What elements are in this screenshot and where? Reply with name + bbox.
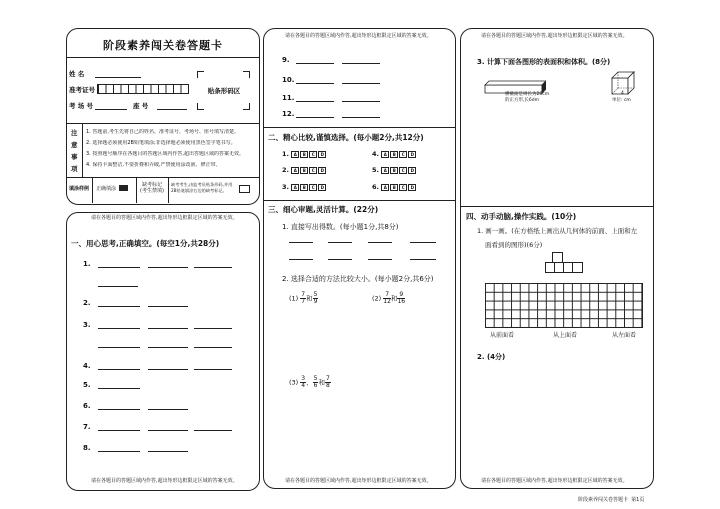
mc-q3-option-d[interactable]: D xyxy=(318,184,326,191)
drawing-grid[interactable] xyxy=(485,283,643,328)
mc-q6 xyxy=(372,183,417,191)
p1-q12-number: 12. xyxy=(282,110,295,118)
compare-expr-2-b-num: 9 xyxy=(399,291,404,298)
mc-q2-option-d[interactable]: D xyxy=(318,167,326,174)
p3-q1-blank-3[interactable] xyxy=(368,242,392,243)
mc-q1 xyxy=(282,150,327,158)
view-top-label: 从上面看 xyxy=(553,332,578,339)
p1-q3-blank-e[interactable] xyxy=(148,347,188,348)
compare-expr-1-label: (1) xyxy=(289,294,299,303)
page-footer: 阶段素养闯关卷答题卡 第1页 xyxy=(578,497,645,503)
mc-q1-number: 1. xyxy=(282,150,289,158)
title-underline xyxy=(66,57,260,58)
mc-q4-number: 4. xyxy=(372,150,379,158)
p1-q3-blank-c[interactable] xyxy=(194,328,232,329)
p1-q1-number: 1. xyxy=(83,260,91,268)
p3-q1-blank-2[interactable] xyxy=(328,242,352,243)
p1-q3-number: 3. xyxy=(83,321,91,329)
notes-label-3: 事 xyxy=(71,153,78,161)
mc-q6-number: 6. xyxy=(372,183,379,191)
sample-divider xyxy=(66,177,260,178)
p3-q1-blank-8[interactable] xyxy=(410,259,436,260)
compare-expr-2-b-den: 16 xyxy=(397,298,406,305)
part3-q1: 1. 直接写出得数。(每小题1分,共8分) xyxy=(282,223,399,231)
sample-col-1 xyxy=(92,177,93,203)
part4-divider xyxy=(460,206,654,207)
mc-q5-option-b[interactable]: B xyxy=(390,167,398,174)
header-panel xyxy=(66,28,260,205)
page-title: 阶段素养闯关卷答题卡 xyxy=(103,39,223,52)
compare-expr-3-a-den: 4 xyxy=(301,382,306,389)
part1-panel xyxy=(66,212,260,491)
mc-q2-option-a[interactable]: A xyxy=(291,167,299,174)
p1-q7-blank-c[interactable] xyxy=(194,430,232,431)
compare-expr-3-op: 和 xyxy=(318,378,325,387)
part3-q3-heading: 3. 计算下面各图形的表面积和体积。(8分) xyxy=(477,58,611,66)
p1-q3-blank-a[interactable] xyxy=(98,328,140,329)
p1-q3-blank-f[interactable] xyxy=(194,347,232,348)
p1-q9-blank-a[interactable] xyxy=(296,63,334,64)
barcode-label: 贴条形码区 xyxy=(207,87,241,95)
exam-no-label: 准考证号 xyxy=(69,86,95,94)
p1-q10-blank-a[interactable] xyxy=(296,83,334,84)
view-left-label: 从左面看 xyxy=(612,332,637,339)
right-top-warning: 请在各题目的答题区域内作答,超出矩形边框限定区域的答案无效。 xyxy=(481,33,628,39)
middle-top-warning: 请在各题目的答题区域内作答,超出矩形边框限定区域的答案无效。 xyxy=(285,33,432,39)
compare-expr-1-b-num: 5 xyxy=(313,291,318,298)
p1-q1-blank-d[interactable] xyxy=(98,286,138,287)
p3-q1-blank-6[interactable] xyxy=(328,259,352,260)
compare-expr-1-op: 和 xyxy=(306,294,313,303)
mc-q4-option-c[interactable]: C xyxy=(399,151,407,158)
p1-q1-blank-c[interactable] xyxy=(194,267,232,268)
compare-expr-1-b-den: 9 xyxy=(313,298,318,305)
name-field[interactable] xyxy=(95,77,141,78)
mc-q1-option-a[interactable]: A xyxy=(291,151,299,158)
compare-expr-2 xyxy=(372,292,405,305)
prism-top-face xyxy=(485,81,546,85)
mc-q3-option-a[interactable]: A xyxy=(291,184,299,191)
absent-desc: 缺考考生,由监考员贴条形码,并用2B铅笔填涂右边的缺考标记。 xyxy=(171,182,233,193)
p1-q6-blank-a[interactable] xyxy=(98,409,140,410)
p1-q5-blank-a[interactable] xyxy=(98,388,140,389)
room-field[interactable] xyxy=(95,109,127,110)
mc-q5-option-d[interactable]: D xyxy=(408,167,416,174)
seat-label: 座 号 xyxy=(133,102,149,110)
compare-expr-1 xyxy=(289,292,318,305)
mc-q6-option-a[interactable]: A xyxy=(381,184,389,191)
p1-q4-blank-c[interactable] xyxy=(194,369,232,370)
p1-q4-blank-a[interactable] xyxy=(98,369,140,370)
cube-edge-label: 4 xyxy=(621,91,624,96)
part1-heading: 一、用心思考,正确填空。(每空1分,共28分) xyxy=(71,239,220,248)
compare-expr-2-a-den: 12 xyxy=(383,298,391,305)
p1-q3-blank-b[interactable] xyxy=(148,328,188,329)
part1-bottom-warning: 请在各题目的答题区域内作答,超出矩形边框限定区域的答案无效。 xyxy=(91,478,238,484)
p1-q12-blank-a[interactable] xyxy=(296,117,334,118)
compare-expr-3-c-den: 8 xyxy=(325,382,330,389)
compare-expr-3-b-den: 6 xyxy=(313,382,318,389)
p1-q6-blank-b[interactable] xyxy=(148,409,188,410)
p3-q1-blank-7[interactable] xyxy=(368,259,392,260)
mc-q5 xyxy=(372,166,417,174)
compare-expr-3-c-num: 7 xyxy=(325,375,330,382)
part3-divider xyxy=(263,200,456,201)
absent-label: 缺考标记 (考生禁填) xyxy=(140,182,164,194)
notes-label-2: 意 xyxy=(71,141,78,149)
mc-q1-option-d[interactable]: D xyxy=(318,151,326,158)
mc-q3-option-b[interactable]: B xyxy=(300,184,308,191)
mc-q2-option-c[interactable]: C xyxy=(309,167,317,174)
correct-fill-mark xyxy=(119,185,128,191)
part4-q1-line1: 1. 画一画。(在方格纸上画出从几何体的前面、上面和左 xyxy=(477,227,638,235)
compare-expr-1-a-den: 7 xyxy=(301,298,306,305)
p1-q7-blank-a[interactable] xyxy=(98,430,140,431)
p1-q5-number: 5. xyxy=(83,381,91,389)
exam-no-field[interactable] xyxy=(97,84,189,94)
mc-q4 xyxy=(372,150,417,158)
prism-caption-a: 横截面是周长为28cm xyxy=(505,92,550,97)
p1-q1-blank-b[interactable] xyxy=(148,267,188,268)
mc-q1-option-c[interactable]: C xyxy=(309,151,317,158)
compare-expr-3-fraction-c xyxy=(325,376,331,389)
p1-q3-blank-d[interactable] xyxy=(98,347,140,348)
middle-bottom-warning: 请在各题目的答题区域内作答,超出矩形边框限定区域的答案无效。 xyxy=(285,478,432,484)
p1-q8-blank-b[interactable] xyxy=(148,451,188,452)
mc-q4-option-b[interactable]: B xyxy=(390,151,398,158)
mc-q5-number: 5. xyxy=(372,166,379,174)
p1-q12-blank-b[interactable] xyxy=(342,117,380,118)
part3-heading: 三、细心审题,灵活计算。(22分) xyxy=(268,205,379,214)
mc-q5-option-a[interactable]: A xyxy=(381,167,389,174)
mc-q2-number: 2. xyxy=(282,166,289,174)
view-front-label: 从前面看 xyxy=(490,332,515,339)
compare-expr-2-fraction-a xyxy=(383,292,391,305)
mc-q6-option-c[interactable]: C xyxy=(399,184,407,191)
p1-q2-number: 2. xyxy=(83,299,91,307)
mc-q4-option-a[interactable]: A xyxy=(381,151,389,158)
compare-expr-3-b-num: 5 xyxy=(313,375,318,382)
p3-q1-blank-5[interactable] xyxy=(289,259,313,260)
mc-q6-option-d[interactable]: D xyxy=(408,184,416,191)
right-bottom-warning: 请在各题目的答题区域内作答,超出矩形边框限定区域的答案无效。 xyxy=(481,478,628,484)
p1-q2-blank-a[interactable] xyxy=(98,306,140,307)
mc-q3-option-c[interactable]: C xyxy=(309,184,317,191)
absent-checkbox[interactable] xyxy=(239,185,250,193)
compare-expr-2-fraction-b xyxy=(397,292,405,305)
notes-divider-top xyxy=(66,123,260,124)
barcode-corner-tr xyxy=(243,71,250,78)
compare-expr-3-a-num: 3 xyxy=(301,375,306,382)
note-item-4: 4. 保持卡面整洁,不要折叠和弄破,严禁使用涂改液、修正带。 xyxy=(86,162,221,168)
stack-cube-4 xyxy=(572,262,583,273)
compare-expr-2-a-num: 7 xyxy=(385,291,390,298)
p1-q2-blank-b[interactable] xyxy=(148,306,188,307)
mc-q3 xyxy=(282,183,327,191)
sample-label: 填涂样例 xyxy=(69,186,90,192)
mc-q4-option-d[interactable]: D xyxy=(408,151,416,158)
part4-q2: 2. (4分) xyxy=(477,353,506,361)
part1-top-warning: 请在各题目的答题区域内作答,超出矩形边框限定区域的答案无效。 xyxy=(91,215,238,221)
p1-q4-blank-b[interactable] xyxy=(148,369,188,370)
compare-expr-1-a-num: 7 xyxy=(301,291,306,298)
compare-expr-3 xyxy=(289,376,331,389)
room-label: 考 场 号 xyxy=(69,102,94,110)
p1-q8-blank-a[interactable] xyxy=(98,451,140,452)
p1-q8-number: 8. xyxy=(83,444,91,452)
sample-col-3 xyxy=(168,177,169,203)
part2-heading: 二、精心比较,谨慎选择。(每小题2分,共12分) xyxy=(268,133,424,142)
compare-expr-2-op: 和 xyxy=(390,294,398,303)
p1-q7-blank-b[interactable] xyxy=(148,430,188,431)
notes-label-4: 项 xyxy=(71,165,78,173)
p1-q7-number: 7. xyxy=(83,423,91,431)
p1-q4-number: 4. xyxy=(83,362,91,370)
name-label: 姓 名 xyxy=(69,70,85,78)
p1-q10-number: 10. xyxy=(282,76,295,84)
sample-col-2 xyxy=(136,177,137,203)
mc-q2-option-b[interactable]: B xyxy=(300,167,308,174)
correct-fill-label: 正确填涂 xyxy=(96,186,117,192)
part2-divider xyxy=(263,127,456,128)
cube-unit: 单位: cm xyxy=(612,98,631,103)
seat-field[interactable] xyxy=(157,109,187,110)
p1-q11-blank-a[interactable] xyxy=(296,101,334,102)
part3-q2: 2. 选择合适的方法比较大小。(每小题2分,共6分) xyxy=(282,275,434,283)
p1-q9-number: 9. xyxy=(282,56,290,64)
notes-label-1: 注 xyxy=(71,129,78,137)
p1-q11-blank-b[interactable] xyxy=(342,101,380,102)
barcode-corner-br xyxy=(243,103,250,110)
compare-expr-3-label: (3) xyxy=(289,378,299,387)
p1-q11-number: 11. xyxy=(282,94,295,102)
barcode-corner-bl xyxy=(197,103,204,110)
mc-q6-option-b[interactable]: B xyxy=(390,184,398,191)
p1-q10-blank-b[interactable] xyxy=(342,83,380,84)
mc-q2 xyxy=(282,166,327,174)
barcode-corner-tl xyxy=(197,71,204,78)
p1-q1-blank-a[interactable] xyxy=(98,267,140,268)
mc-q1-option-b[interactable]: B xyxy=(300,151,308,158)
mc-q3-number: 3. xyxy=(282,183,289,191)
compare-expr-3-sep: 、 xyxy=(306,378,313,387)
p3-q1-blank-1[interactable] xyxy=(289,242,313,243)
cube-stack xyxy=(543,252,589,278)
compare-expr-1-fraction-b xyxy=(313,292,319,305)
p1-q9-blank-b[interactable] xyxy=(342,63,380,64)
prism-caption-b: 的正方形,长6dm xyxy=(505,98,540,103)
compare-expr-2-label: (2) xyxy=(372,294,382,303)
note-item-2: 2. 选择题必须使用2B铅笔填涂;非选择题必须使用黑色签字笔书写。 xyxy=(86,140,236,146)
mc-q5-option-c[interactable]: C xyxy=(399,167,407,174)
note-item-3: 3. 按照题号顺序在各题目的答题区域内作答,超出答题区域的答案无效。 xyxy=(86,151,244,157)
note-item-1: 1. 答题前,考生先将自己的姓名、准考证号、考场号、座号填写清楚。 xyxy=(86,129,239,135)
p3-q1-blank-4[interactable] xyxy=(410,242,436,243)
part4-heading: 四、动手动脑,操作实践。(10分) xyxy=(466,212,577,221)
part4-q1-line2: 面看到的图形)(6分) xyxy=(485,241,543,249)
p1-q6-number: 6. xyxy=(83,402,91,410)
